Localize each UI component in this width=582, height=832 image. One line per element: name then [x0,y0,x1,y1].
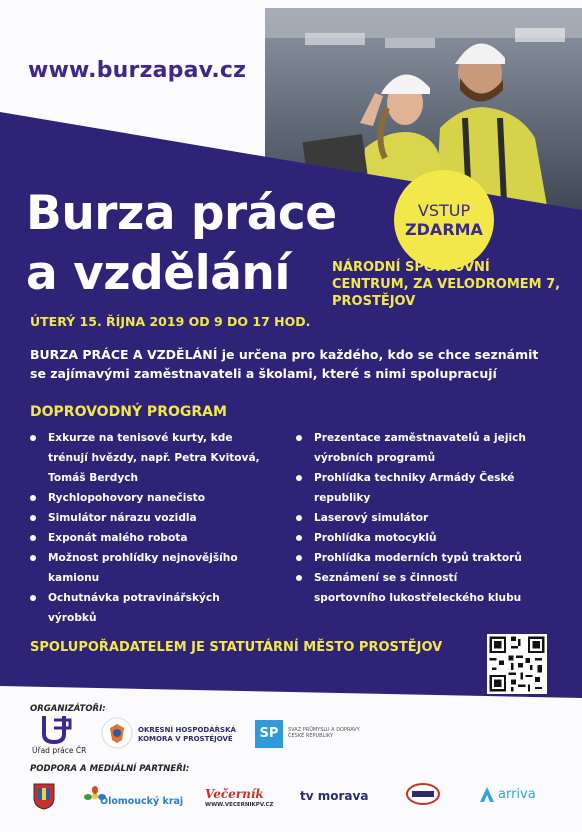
program-list-left [30,428,265,628]
hanacky-logo-icon [406,782,440,806]
event-date: ÚTERÝ 15. ŘÍJNA 2019 OD 9 DO 17 HOD. [30,314,311,329]
program-item: Rychlopohovory nanečisto [30,488,265,508]
urad-prace-logo-icon [40,714,74,744]
program-item: Seznámení se s činností sportovního lukostřeleckého klubu [296,568,526,608]
event-intro: BURZA PRÁCE A VZDĚLÁNÍ je určena pro každého, kdo se chce seznámit se zajímavými zaměstnavateli a školami, které s nimi spolupracují [30,347,539,381]
event-title-line1: Burza práce [26,186,337,241]
qr-code[interactable] [487,634,547,694]
program-list-right [296,428,526,608]
program-item: Prohlídka techniky Armády České republiky [296,468,526,508]
partner-name: Večerník [205,787,264,801]
program-item: Prohlídka moderních typů traktorů [296,548,526,568]
program-item: Prezentace zaměstnavatelů a jejich výrobních programů [296,428,526,468]
badge-line1: VSTUP [417,201,471,220]
badge-line2: ZDARMA [405,220,483,239]
partners-label: PODPORA A MEDIÁLNÍ PARTNEŘI: [30,764,190,774]
partner-name: WWW.VECERNIKPV.CZ [205,802,274,808]
program-item: Simulátor nárazu vozidla [30,508,265,528]
arriva-logo-icon [478,786,496,804]
program-item: Exponát malého robota [30,528,265,548]
partner-name: tv morava [300,789,369,803]
program-item: Laserový simulátor [296,508,526,528]
website-url[interactable]: www.burzapav.cz [28,58,247,83]
program-title: DOPROVODNÝ PROGRAM [30,404,227,420]
coorganizer-text: SPOLUPOŘADATELEM JE STATUTÁRNÍ MĚSTO PROSTĚJOV [30,640,443,655]
partner-name: arriva [498,787,536,802]
event-venue: NÁRODNÍ SPORTOVNÍ CENTRUM, ZA VELODROMEM 7, PROSTĚJOV [332,260,561,309]
partner-name: Olomoucký kraj [100,796,184,807]
sp-logo-icon: SP [255,720,283,748]
organizers-label: ORGANIZÁTOŘI: [30,704,106,714]
program-item: Možnost prohlídky nejnovějšího kamionu [30,548,265,588]
program-item: Ochutnávka potravinářských výrobků [30,588,265,628]
organizer-name: OKRESNÍ HOSPODÁŘSKÁ KOMORA V PROSTĚJOVĚ [138,726,236,743]
event-title-line2: a vzdělání [26,246,290,301]
organizer-name: SVAZ PRŮMYSLU A DOPRAVY ČESKÉ REPUBLIKY [288,727,360,739]
program-item: Prohlídka motocyklů [296,528,526,548]
free-entry-badge [394,170,494,270]
city-coat-of-arms-icon [32,782,56,810]
organizer-name: Úřad práce ČR [32,746,87,755]
chamber-logo-icon [100,716,134,750]
program-item: Exkurze na tenisové kurty, kde trénují hvězdy, např. Petra Kvitová, Tomáš Berdych [30,428,265,488]
